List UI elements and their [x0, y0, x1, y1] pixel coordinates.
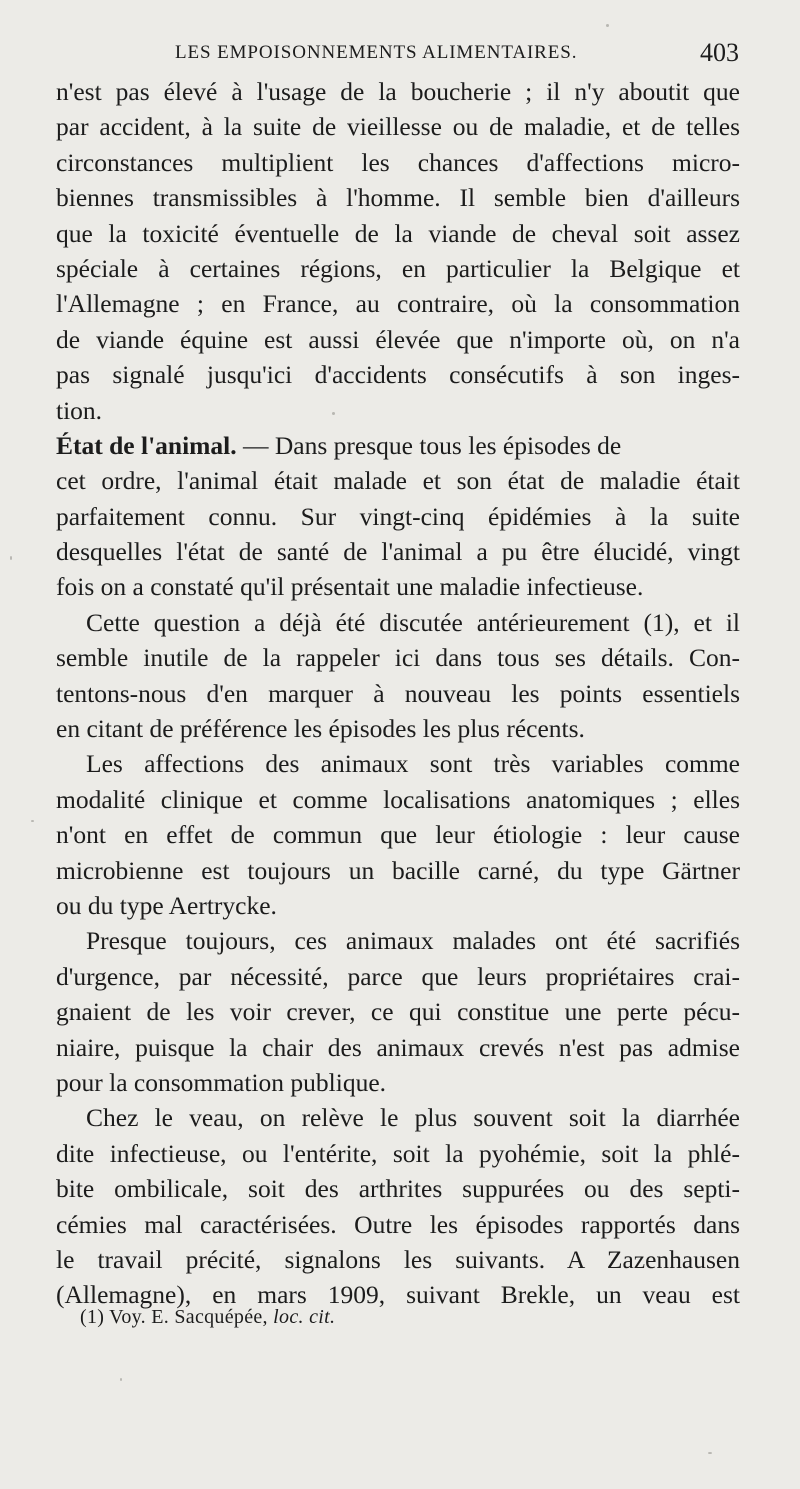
text-line: Presque toujours, ces animaux malades ont été sacrifiés: [86, 926, 740, 956]
text-line: dite infectieuse, ou l'entérite, soit la pyohémie, soit la phlé-: [56, 1138, 740, 1168]
text-line: que la toxicité éventuelle de la viande de cheval soit assez: [56, 218, 740, 248]
section-heading: État de l'animal.: [56, 430, 237, 460]
text-line: pas signalé jusqu'ici d'accidents consécutifs à son inges-: [56, 360, 740, 390]
text-line: gnaient de les voir crever, ce qui constitue une perte pécu-: [56, 997, 740, 1027]
text-line: cet ordre, l'animal était malade et son état de maladie était: [56, 466, 740, 496]
text-line: n'est pas élevé à l'usage de la boucherie ; il n'y aboutit que: [56, 77, 740, 106]
text-line: en citant de préférence les épisodes les plus récents.: [56, 714, 585, 744]
body-text: [56, 74, 740, 1313]
text-line: microbienne est toujours un bacille carné, du type Gärtner: [56, 855, 740, 885]
scan-speck: [332, 412, 335, 415]
text-line: ou du type Aertrycke.: [56, 890, 277, 920]
text-line: tion.: [56, 395, 103, 425]
text-line: de viande équine est aussi élevée que n'importe où, on n'a: [56, 324, 740, 354]
text-line: pour la consommation publique.: [56, 1067, 387, 1097]
paragraph-5: [56, 923, 740, 1100]
scan-speck: [708, 1452, 712, 1454]
text-line: d'urgence, par nécessité, parce que leurs propriétaires crai-: [56, 961, 740, 991]
scan-speck: [606, 24, 609, 27]
running-head: [0, 38, 800, 72]
text-line: Cette question a déjà été discutée antérieurement (1), et il: [86, 607, 740, 637]
text-line: circonstances multiplient les chances d'affections micro-: [56, 147, 740, 177]
page-number: 403: [700, 38, 739, 67]
scan-speck: [120, 1378, 122, 1381]
text-line: parfaitement connu. Sur vingt-cinq épidémies à la suite: [56, 501, 740, 531]
text-line: cémies mal caractérisées. Outre les épisodes rapportés dans: [56, 1209, 740, 1239]
text-line: n'ont en effet de commun que leur étiologie : leur cause: [56, 820, 740, 850]
paragraph-6: [56, 1100, 740, 1312]
text-line: l'Allemagne ; en France, au contraire, où la consommation: [56, 289, 740, 319]
text-line: bite ombilicale, soit des arthrites suppurées ou des septi-: [56, 1174, 740, 1204]
scan-speck: [31, 820, 34, 822]
footnote-text: (1) Voy. E. Sacquépée,: [80, 1306, 268, 1328]
text-line: desquelles l'état de santé de l'animal a pu être élucidé, vingt: [56, 537, 740, 567]
text-line: Les affections des animaux sont très variables comme: [86, 749, 740, 779]
running-title: LES EMPOISONNEMENTS ALIMENTAIRES.: [175, 42, 578, 63]
scan-speck: [10, 556, 12, 560]
text-line: biennes transmissibles à l'homme. Il semble bien d'ailleurs: [56, 183, 740, 213]
paragraph-4: [56, 746, 740, 923]
text-line: niaire, puisque la chair des animaux crevés n'est pas admise: [56, 1032, 740, 1062]
text-line: fois on a constaté qu'il présentait une maladie infectieuse.: [56, 572, 644, 602]
paragraph-3: [56, 605, 740, 747]
text-line: spéciale à certaines régions, en particulier la Belgique et: [56, 253, 740, 283]
heading-line-rest: — Dans presque tous les épisodes de: [236, 430, 622, 460]
paragraph-1: [56, 74, 740, 428]
text-line: le travail précité, signalons les suivants. A Zazenhausen: [56, 1244, 740, 1274]
text-line: Chez le veau, on relève le plus souvent soit la diarrhée: [86, 1103, 740, 1133]
text-line: modalité clinique et comme localisations anatomiques ; elles: [56, 784, 740, 814]
footnote: [80, 1306, 335, 1329]
footnote-italic: loc. cit.: [273, 1306, 336, 1328]
text-line: tentons-nous d'en marquer à nouveau les points essentiels: [56, 678, 740, 708]
paragraph-2: [56, 428, 740, 605]
text-line: semble inutile de la rappeler ici dans tous ses détails. Con-: [56, 643, 740, 673]
heading-line: [56, 428, 740, 463]
text-line: par accident, à la suite de vieillesse ou de maladie, et de telles: [56, 112, 740, 142]
text-line: (Allemagne), en mars 1909, suivant Brekle, un veau est: [56, 1280, 740, 1310]
